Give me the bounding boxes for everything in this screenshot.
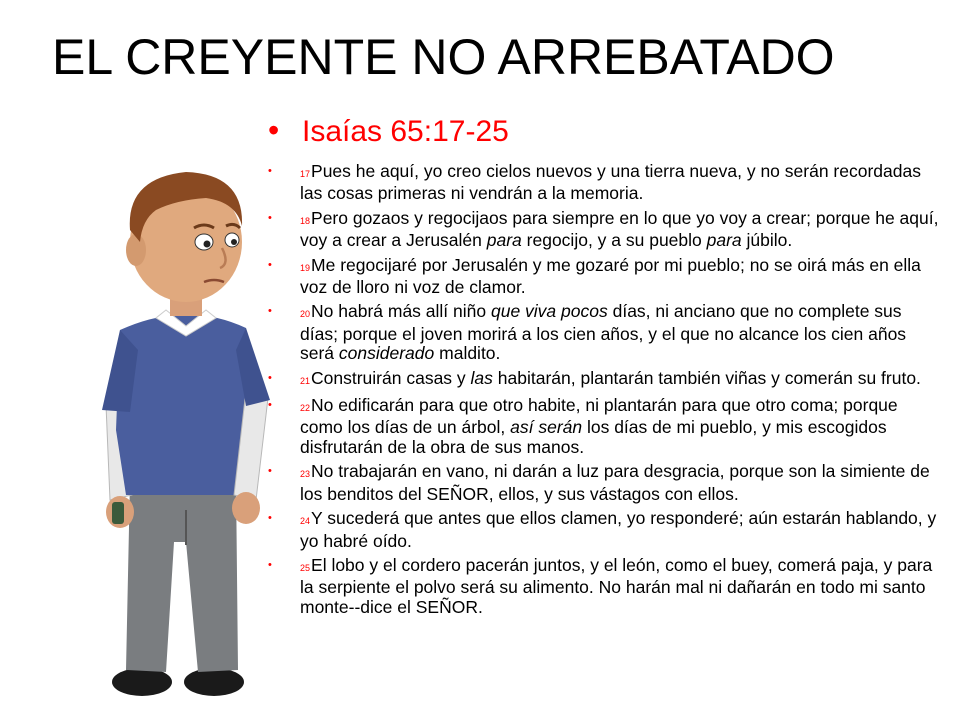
- verse-number: 21: [300, 375, 311, 386]
- verse-number: 23: [300, 469, 311, 480]
- verse-number: 17: [300, 169, 311, 179]
- verse-item: [268, 462, 940, 504]
- verse-text: No habrá más allí niño: [311, 301, 491, 322]
- verse-item: [268, 509, 940, 551]
- bullet-icon: •: [268, 558, 272, 571]
- verse-text: júbilo.: [741, 230, 793, 251]
- verse-item: [268, 302, 940, 363]
- bullet-icon: •: [268, 512, 272, 525]
- verse-text: No trabajarán en vano, ni darán a luz para desgracia, porque son la simiente de los benditos del SEÑOR, ellos, y sus vástagos con ellos.: [300, 461, 930, 504]
- slide-title: EL CREYENTE NO ARREBATADO: [52, 29, 835, 85]
- bullet-icon: •: [268, 165, 272, 177]
- verse-italic-text: que viva pocos: [490, 301, 608, 322]
- verse-text: maldito.: [434, 343, 501, 364]
- verse-item: [268, 369, 940, 391]
- bullet-icon: •: [268, 305, 272, 318]
- verse-item: [268, 396, 940, 457]
- verse-italic-text: así serán: [510, 417, 583, 438]
- verse-number: 25: [300, 562, 311, 573]
- verse-item: [268, 209, 940, 251]
- bullet-icon: •: [268, 211, 272, 224]
- verse-text: El lobo y el cordero pacerán juntos, y el león, como el buey, comerá paja, y para la serpiente el polvo será su alimento. No harán mal ni dañarán en todo mi santo monte--dice el SEÑOR.: [300, 554, 933, 617]
- bullet-icon: •: [268, 258, 272, 271]
- scripture-heading: Isaías 65:17-25: [302, 115, 509, 148]
- scripture-content: [268, 112, 940, 622]
- bullet-icon: •: [268, 399, 272, 412]
- bullet-icon: •: [268, 371, 272, 384]
- verse-italic-text: las: [470, 367, 493, 388]
- verse-text: Y sucederá que antes que ellos clamen, yo responderé; aún estarán hablando, y yo habré oído.: [300, 508, 937, 551]
- verse-number: 20: [300, 309, 311, 320]
- verse-text: los días de mi pueblo, y mis escogidos disfrutarán de la obra de sus manos.: [300, 417, 887, 457]
- verse-text: Me regocijaré por Jerusalén y me gozaré por mi pueblo; no se oirá más en ella voz de lloro ni voz de clamor.: [300, 254, 921, 298]
- cartoon-man-figure: [86, 150, 286, 710]
- verse-text: regocijo, y a su pueblo: [521, 230, 707, 251]
- verse-number: 18: [300, 215, 311, 226]
- verse-number: 19: [300, 262, 311, 273]
- bullet-icon: •: [268, 465, 272, 478]
- verse-text: habitarán, plantarán también viñas y comerán su fruto.: [492, 367, 921, 388]
- verse-item: [268, 162, 940, 204]
- verse-list: [268, 162, 940, 617]
- scripture-reference: [268, 112, 940, 150]
- verse-text: Construirán casas y: [311, 367, 471, 388]
- verse-item: [268, 256, 940, 298]
- bullet-icon: •: [268, 112, 280, 148]
- verse-text: Pero gozaos y regocijaos para siempre en lo que yo voy a crear; porque he aquí, voy a crear a Jerusalén: [300, 207, 939, 251]
- verse-number: 22: [300, 403, 311, 414]
- man-illustration: [86, 150, 286, 710]
- verse-italic-text: para: [706, 230, 742, 251]
- verse-text: Pues he aquí, yo creo cielos nuevos y una tierra nueva, y no serán recordadas las cosas primeras ni vendrán a la memoria.: [300, 161, 921, 204]
- verse-italic-text: considerado: [338, 343, 435, 364]
- verse-number: 24: [300, 516, 311, 527]
- verse-text: días, ni anciano que no complete sus días; porque el joven morirá a los cien años, y el que no alcance los cien años será: [300, 301, 907, 364]
- verse-item: [268, 556, 940, 617]
- verse-text: No edificarán para que otro habite, ni plantarán para que otro coma; porque como los días de un árbol,: [300, 395, 898, 438]
- verse-italic-text: para: [486, 230, 522, 251]
